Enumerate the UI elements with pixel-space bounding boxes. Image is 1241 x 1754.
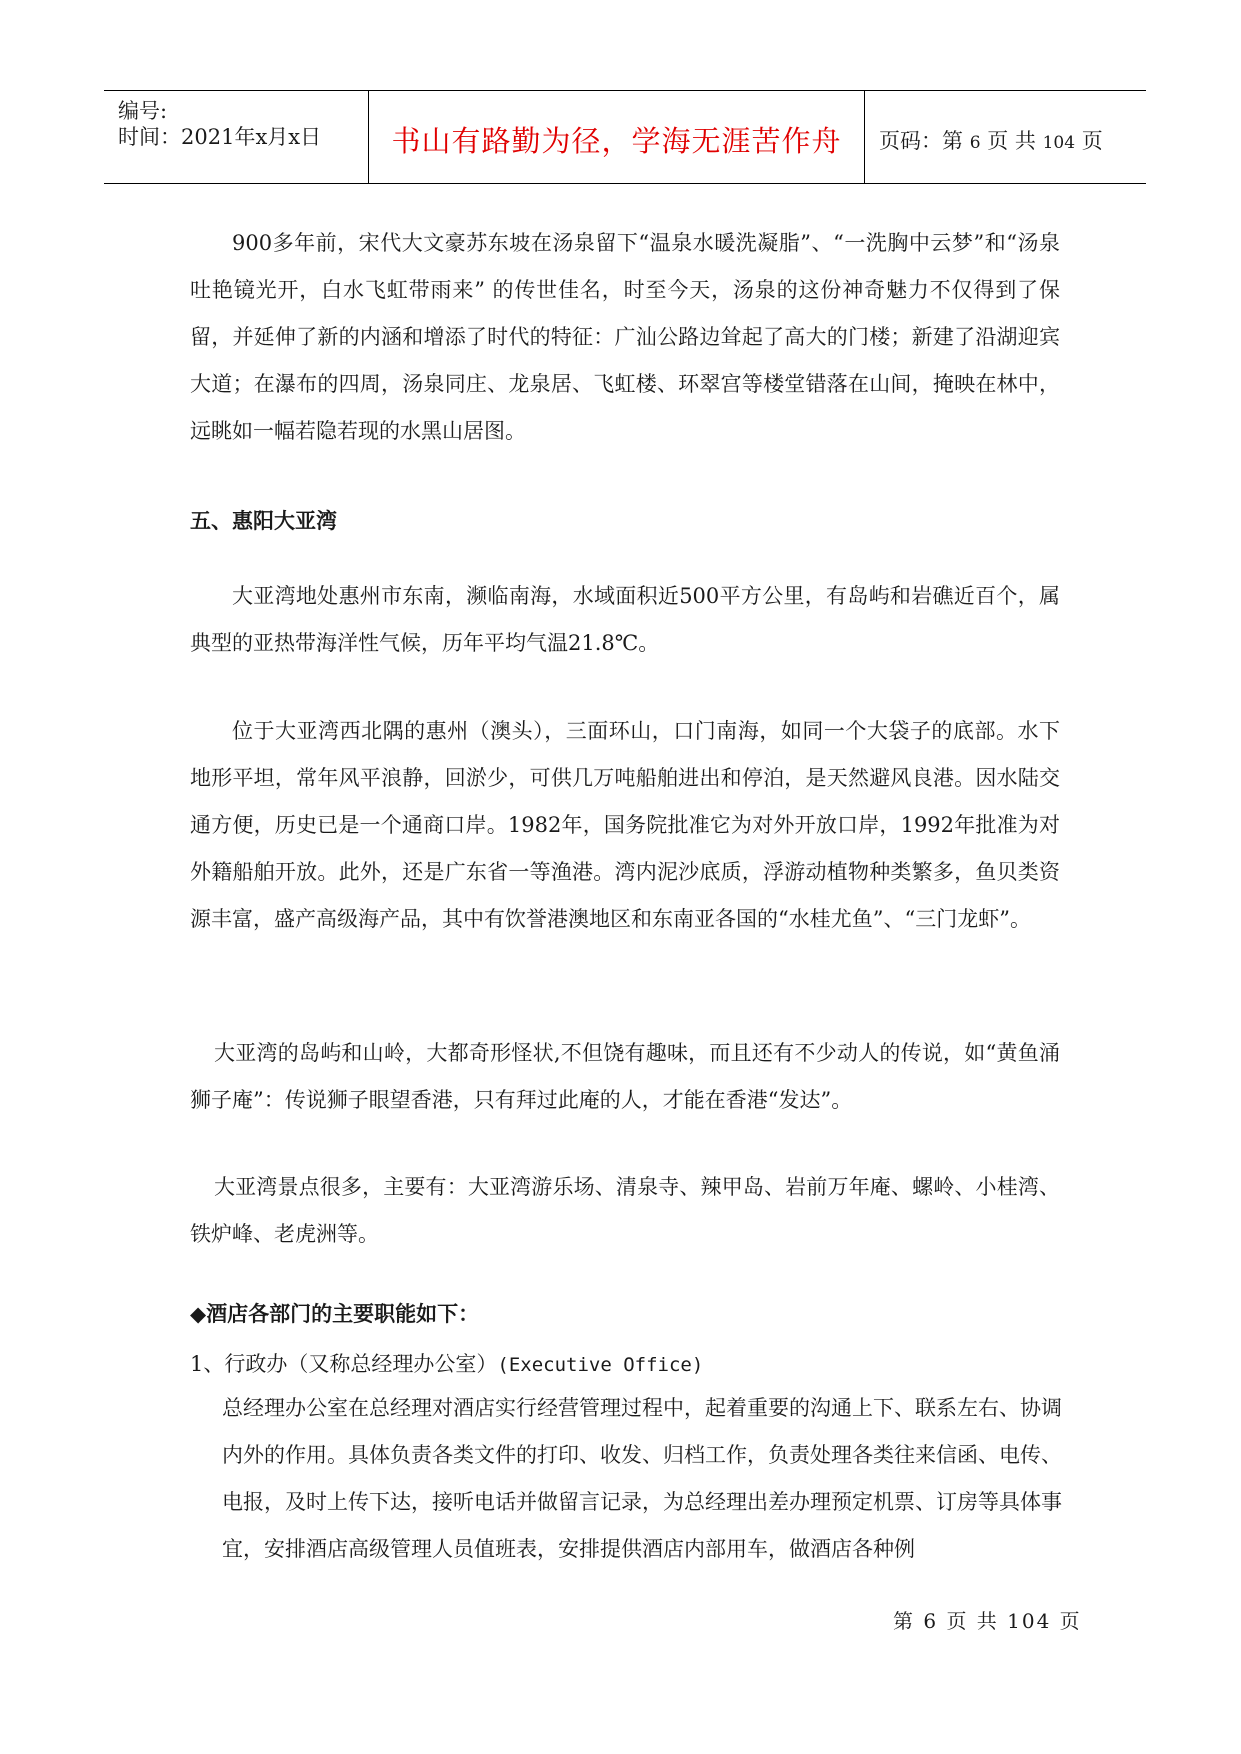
list-item-title: [190, 1348, 703, 1378]
list-item-title-cn: 1、行政办（又称总经理办公室）: [190, 1352, 498, 1376]
paragraph-tangquan: 900多年前，宋代大文豪苏东坡在汤泉留下“温泉水暖洗凝脂”、“一洗胸中云梦”和“汤泉吐艳镜光开，白水飞虹带雨来” 的传世佳名，时至今天，汤泉的这份神奇魅力不仅得到了保留，并延伸了新的内涵和增添了时代的特征：广汕公路边耸起了高大的门楼；新建了沿湖迎宾大道；在瀑布的四周，汤泉同庄、龙泉居、飞虹楼、环翠宫等楼堂错落在山间，掩映在林中，远眺如一幅若隐若现的水黑山居图。: [190, 231, 1060, 443]
paragraph-scenic-spots: 大亚湾景点很多，主要有：大亚湾游乐场、清泉寺、辣甲岛、岩前万年庵、螺岭、小桂湾、铁炉峰、老虎洲等。: [190, 1175, 1060, 1246]
header-motto: 书山有路勤为径，学海无涯苦作舟: [391, 124, 842, 158]
page-mid: 页 共: [987, 129, 1036, 153]
page-header: [104, 90, 1146, 184]
paragraph-dayawan-intro: 大亚湾地处惠州市东南，濒临南海，水域面积近500平方公里，有岛屿和岩礁近百个，属典型的亚热带海洋性气候，历年平均气温21.8℃。: [190, 584, 1060, 655]
document-date: 时间：2021年x月x日: [118, 125, 322, 149]
paragraph-legends: 大亚湾的岛屿和山岭，大都奇形怪状,不但饶有趣味，而且还有不少动人的传说，如“黄鱼涌狮子庵”：传说狮子眼望香港，只有拜过此庵的人，才能在香港“发达”。: [190, 1041, 1060, 1112]
page-prefix: 页码：第: [879, 129, 963, 153]
document-number-label: 编号:: [118, 99, 168, 123]
list-item-title-en: (Executive Office): [497, 1354, 704, 1376]
header-page-info: [879, 125, 1103, 155]
page-number: 6: [969, 133, 981, 153]
header-page-cell: [865, 91, 1146, 183]
page-footer: 第 6 页 共 104 页: [893, 1609, 1082, 1633]
page-total: 104: [1042, 133, 1076, 153]
paragraph-aotou: 位于大亚湾西北隅的惠州（澳头），三面环山，口门南海，如同一个大袋子的底部。水下地形平坦，常年风平浪静，回淤少，可供几万吨船舶进出和停泊，是天然避风良港。因水陆交通方便，历史已是一个通商口岸。1982年，国务院批准它为对外开放口岸，1992年批准为对外籍船舶开放。此外，还是广东省一等渔港。湾内泥沙底质，浮游动植物种类繁多，鱼贝类资源丰富，盛产高级海产品，其中有饮誉港澳地区和东南亚各国的“水桂尤鱼”、“三门龙虾”。: [190, 719, 1060, 931]
page-suffix: 页: [1081, 129, 1103, 153]
section-heading-departments: ◆酒店各部门的主要职能如下：: [190, 1301, 480, 1326]
header-meta-cell: [104, 91, 369, 183]
header-motto-cell: [369, 91, 865, 183]
list-item-body: 总经理办公室在总经理对酒店实行经营管理过程中，起着重要的沟通上下、联系左右、协调内外的作用。具体负责各类文件的打印、收发、归档工作，负责处理各类往来信函、电传、电报，及时上传下达，接听电话并做留言记录，为总经理出差办理预定机票、订房等具体事宜，安排酒店高级管理人员值班表，安排提供酒店内部用车，做酒店各种例: [222, 1396, 1062, 1561]
section-heading-dayawan: 五、惠阳大亚湾: [190, 508, 337, 533]
